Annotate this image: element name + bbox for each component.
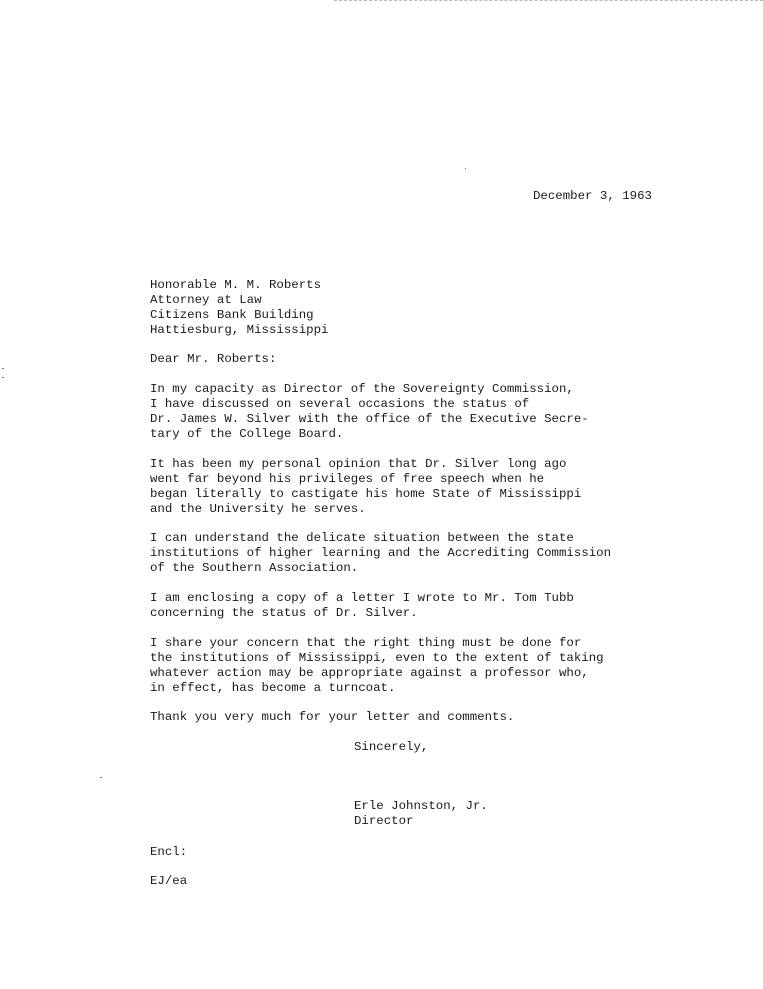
paragraph-line: Thank you very much for your letter and comments.: [150, 710, 515, 724]
body-paragraph: [150, 382, 589, 442]
paragraph-line: concerning the status of Dr. Silver.: [150, 606, 418, 620]
recipient-address: [150, 278, 328, 338]
paragraph-line: It has been my personal opinion that Dr. Silver long ago: [150, 457, 567, 471]
body-paragraph: [150, 457, 581, 517]
paragraph-line: I am enclosing a copy of a letter I wrote to Mr. Tom Tubb: [150, 591, 574, 605]
scan-speck: [100, 777, 102, 778]
paragraph-line: institutions of higher learning and the Accrediting Commission: [150, 546, 612, 560]
signer-name: Erle Johnston, Jr.: [354, 799, 488, 813]
paragraph-line: In my capacity as Director of the Sovereignty Commission,: [150, 382, 574, 396]
paragraph-line: tary of the College Board.: [150, 427, 344, 441]
signature-block: [354, 799, 488, 829]
salutation: Dear Mr. Roberts:: [150, 352, 277, 366]
closing: Sincerely,: [354, 740, 429, 754]
enclosure-notation: Encl:: [150, 845, 188, 859]
letter-date: December 3, 1963: [533, 189, 652, 203]
paragraph-line: I can understand the delicate situation between the state: [150, 531, 574, 545]
signer-title: Director: [354, 814, 414, 828]
body-paragraph: [150, 591, 574, 621]
recipient-title: Attorney at Law: [150, 293, 262, 307]
scan-speck: [2, 377, 4, 378]
body-paragraph: [150, 531, 611, 576]
reference-initials: EJ/ea: [150, 874, 188, 888]
paragraph-line: began literally to castigate his home State of Mississippi: [150, 487, 582, 501]
recipient-name: Honorable M. M. Roberts: [150, 278, 322, 292]
scan-speck: [465, 168, 466, 169]
paragraph-line: I share your concern that the right thing must be done for: [150, 636, 582, 650]
scan-speck: [2, 368, 4, 369]
paragraph-line: went far beyond his privileges of free speech when he: [150, 472, 545, 486]
paragraph-line: Dr. James W. Silver with the office of the Executive Secre-: [150, 412, 589, 426]
paragraph-line: and the University he serves.: [150, 502, 366, 516]
paragraph-line: of the Southern Association.: [150, 561, 359, 575]
paragraph-line: the institutions of Mississippi, even to the extent of taking: [150, 651, 604, 665]
recipient-city: Hattiesburg, Mississippi: [150, 323, 329, 337]
top-edge-rule: [334, 0, 763, 1]
recipient-building: Citizens Bank Building: [150, 308, 314, 322]
body-paragraph: [150, 636, 604, 696]
paragraph-line: in effect, has become a turncoat.: [150, 681, 396, 695]
paragraph-line: whatever action may be appropriate against a professor who,: [150, 666, 589, 680]
body-paragraph: [150, 710, 514, 725]
complimentary-close: [354, 740, 428, 755]
paragraph-line: I have discussed on several occasions the status of: [150, 397, 530, 411]
salutation-block: [150, 352, 276, 367]
